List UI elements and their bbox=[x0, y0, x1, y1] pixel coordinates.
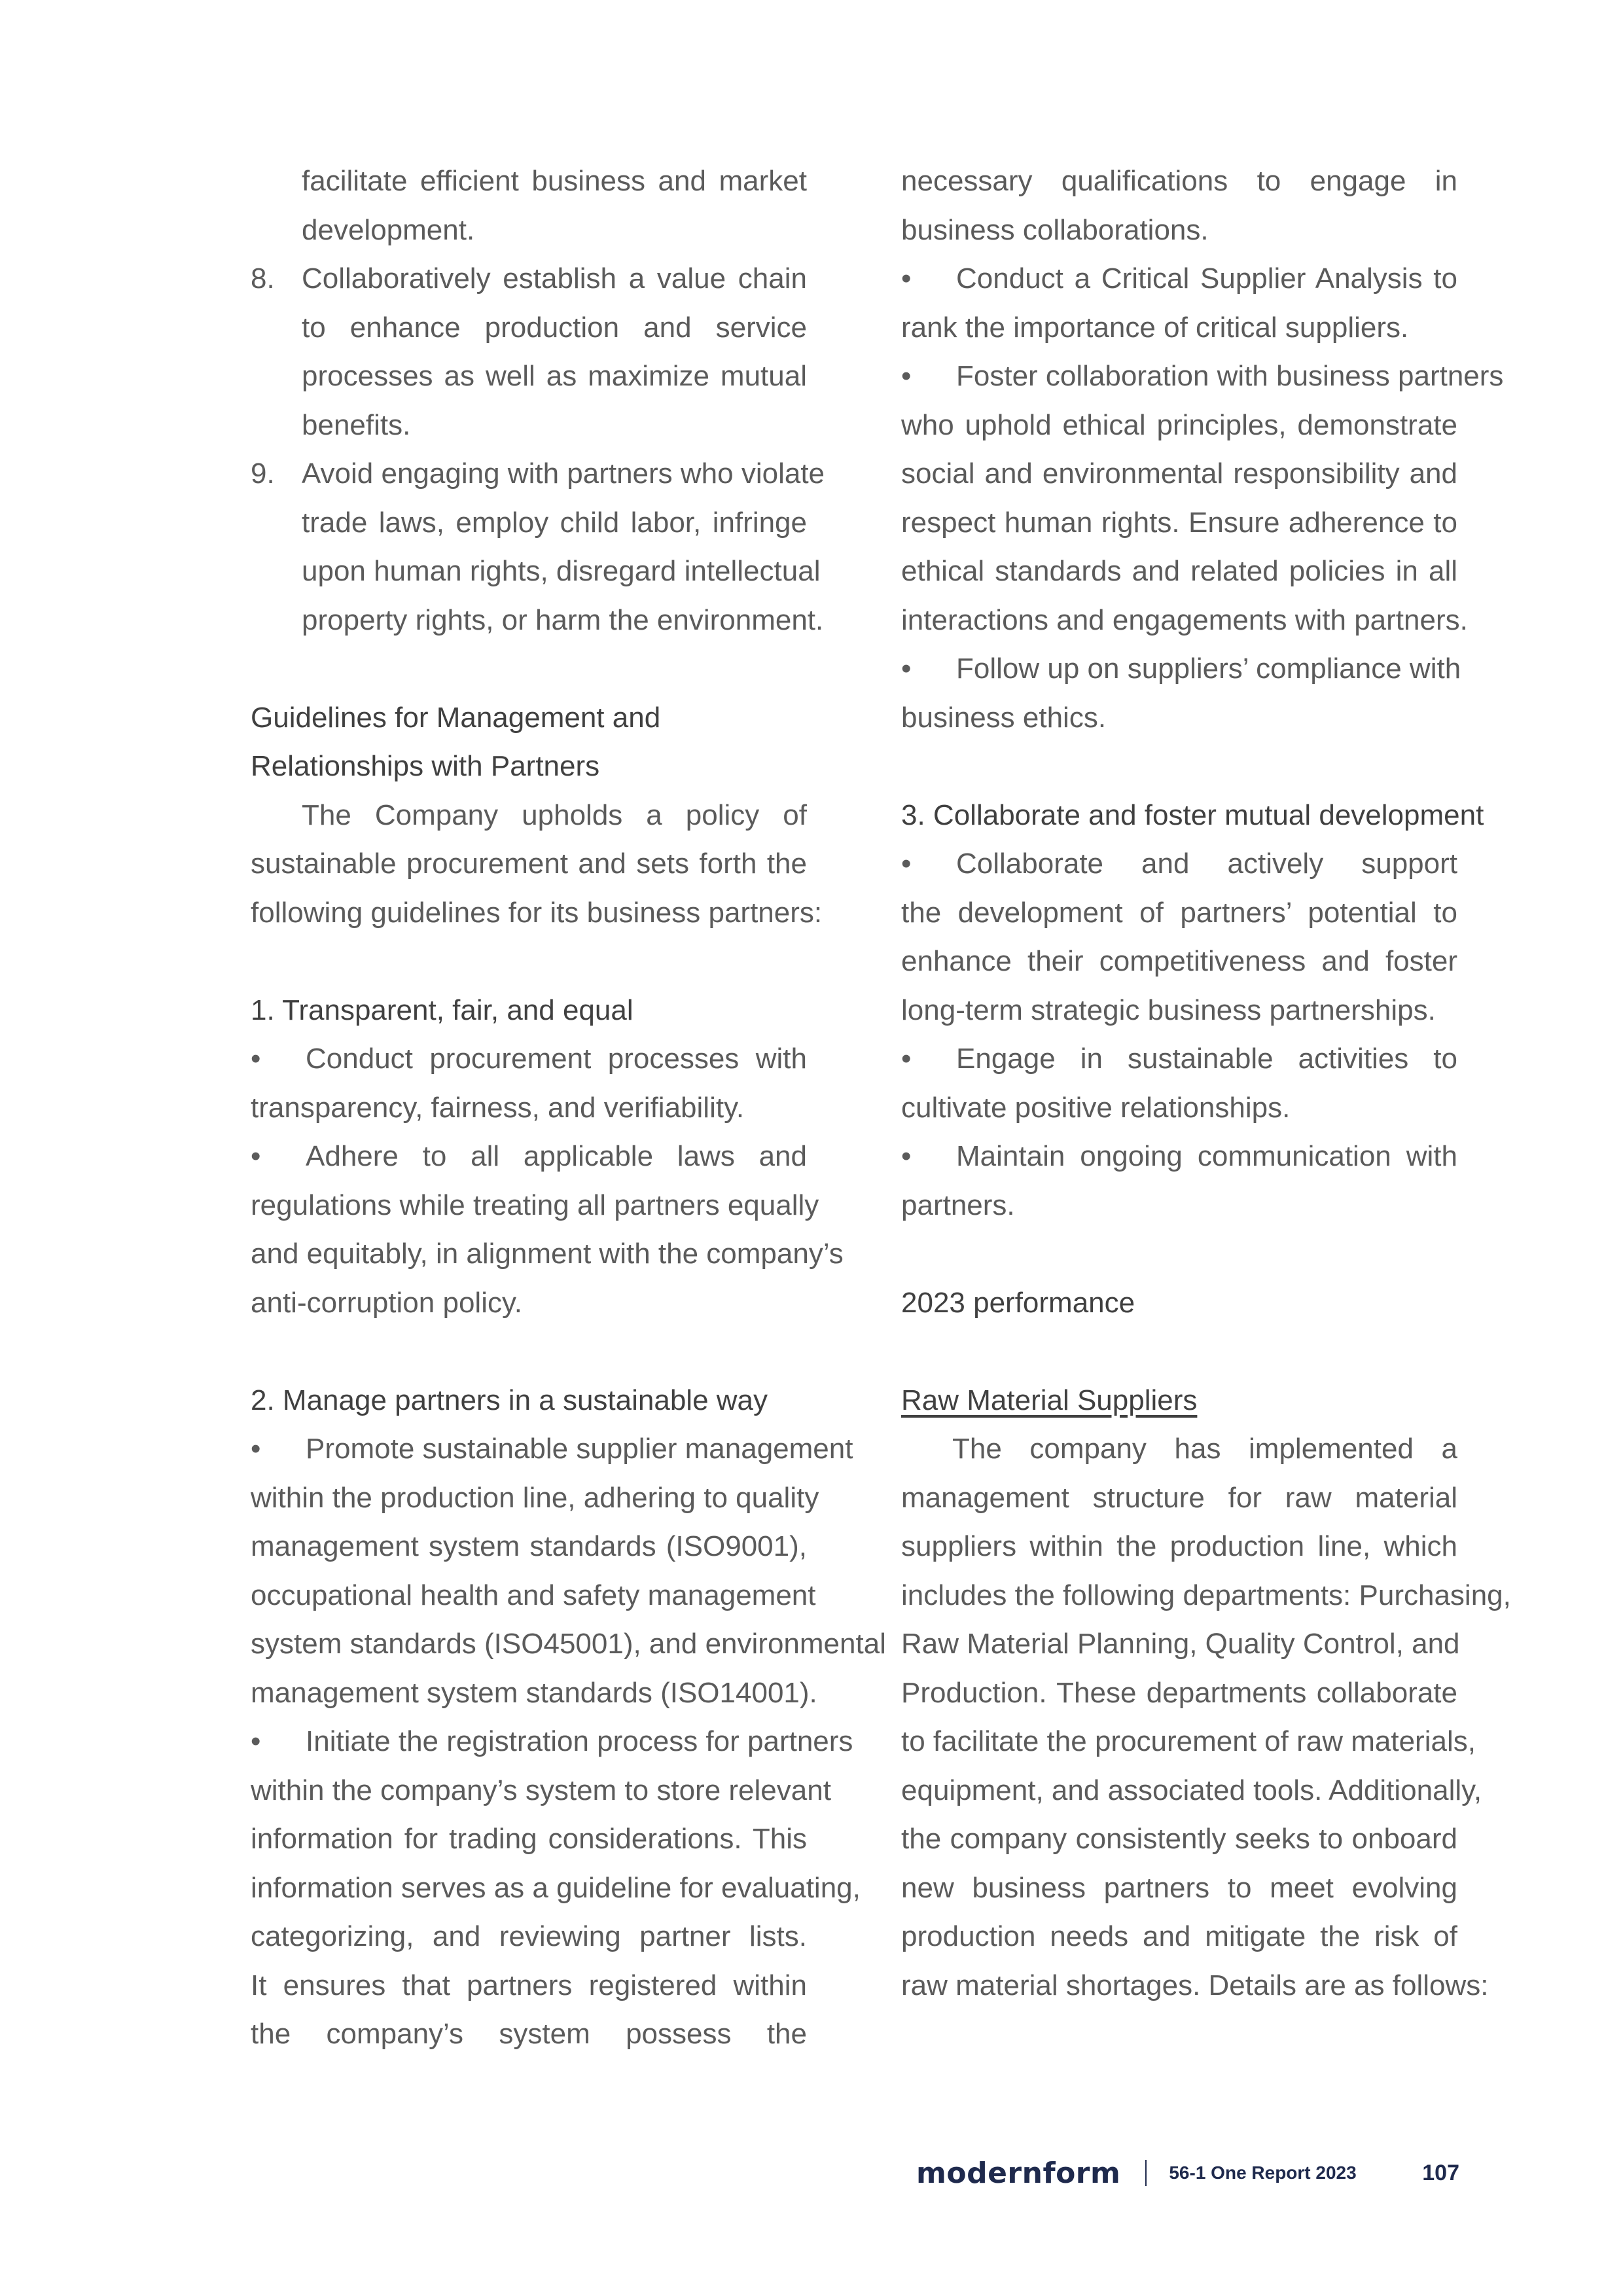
item-number: 8. bbox=[251, 262, 275, 295]
bullet-line: • Conduct a Critical Supplier Analysis to bbox=[901, 255, 1457, 304]
performance-heading: 2023 performance bbox=[901, 1286, 1135, 1319]
item7-line: development. bbox=[302, 213, 475, 246]
bullet-line: transparency, fairness, and verifiability. bbox=[251, 1091, 745, 1124]
bullet-line: respect human rights. Ensure adherence to bbox=[901, 506, 1457, 539]
bullet-line: It ensures that partners registered within bbox=[251, 1969, 807, 2001]
raw-material-line: includes the following departments: Purchasing, bbox=[901, 1579, 1511, 1611]
bullet-icon: • bbox=[251, 1140, 261, 1172]
bullet-icon: • bbox=[251, 1433, 261, 1465]
bullet-line: categorizing, and reviewing partner lists. bbox=[251, 1920, 807, 1952]
raw-material-line: The company has implemented a bbox=[952, 1433, 1457, 1465]
bullet-line: • Initiate the registration process for partners bbox=[251, 1717, 807, 1767]
item8-line: benefits. bbox=[302, 408, 411, 441]
bullet-line: • Conduct procurement processes with bbox=[251, 1035, 807, 1084]
bullet-line: system standards (ISO45001), and environmental bbox=[251, 1628, 886, 1660]
section1-heading: 1. Transparent, fair, and equal bbox=[251, 994, 633, 1026]
guidelines-heading: Relationships with Partners bbox=[251, 750, 600, 782]
raw-material-line: production needs and mitigate the risk of bbox=[901, 1920, 1457, 1952]
raw-material-line: new business partners to meet evolving bbox=[901, 1871, 1457, 1904]
bullet-line: management system standards (ISO9001), bbox=[251, 1530, 807, 1562]
bullet-line: enhance their competitiveness and foster bbox=[901, 945, 1457, 977]
section2-heading: 2. Manage partners in a sustainable way bbox=[251, 1384, 768, 1416]
bullet-icon: • bbox=[901, 360, 912, 392]
raw-material-line: Production. These departments collaborate bbox=[901, 1676, 1457, 1709]
raw-material-line: suppliers within the production line, which bbox=[901, 1530, 1457, 1562]
bullet-icon: • bbox=[901, 848, 912, 880]
bullet-line: ethical standards and related policies in all bbox=[901, 555, 1457, 587]
bullet-icon: • bbox=[901, 653, 912, 685]
spacer bbox=[251, 937, 807, 986]
item9-line: 9. Avoid engaging with partners who violate bbox=[251, 450, 807, 499]
spacer bbox=[901, 1230, 1457, 1279]
section3-heading: 3. Collaborate and foster mutual development bbox=[901, 798, 1484, 831]
bullet-icon: • bbox=[901, 262, 912, 295]
bullet-line: • Foster collaboration with business partners bbox=[901, 352, 1457, 401]
bullet-line: • Collaborate and actively support bbox=[901, 840, 1457, 889]
bullet-line: cultivate positive relationships. bbox=[901, 1091, 1291, 1124]
item9-line: upon human rights, disregard intellectual bbox=[302, 555, 821, 587]
bullet-line: regulations while treating all partners equally bbox=[251, 1189, 819, 1221]
bullet-icon: • bbox=[251, 1725, 261, 1757]
raw-material-line: equipment, and associated tools. Additionally, bbox=[901, 1774, 1482, 1806]
raw-material-line: the company consistently seeks to onboard bbox=[901, 1823, 1457, 1855]
bullet-line: and equitably, in alignment with the company’s bbox=[251, 1238, 844, 1270]
bullet-line: • Adhere to all applicable laws and bbox=[251, 1132, 807, 1181]
bullet-line: anti-corruption policy. bbox=[251, 1286, 522, 1319]
bullet-line: information for trading considerations. This bbox=[251, 1823, 807, 1855]
guidelines-intro-line: following guidelines for its business partners: bbox=[251, 896, 823, 929]
bullet-line: rank the importance of critical suppliers. bbox=[901, 311, 1409, 344]
item7-line: facilitate efficient business and market bbox=[302, 165, 807, 197]
bullet-line: business collaborations. bbox=[901, 213, 1209, 246]
page-footer bbox=[916, 2153, 1459, 2193]
bullet-line: information serves as a guideline for evaluating, bbox=[251, 1871, 861, 1904]
guidelines-intro-line: sustainable procurement and sets forth the bbox=[251, 848, 807, 880]
bullet-line: interactions and engagements with partners. bbox=[901, 603, 1468, 636]
item-number: 9. bbox=[251, 457, 275, 490]
bullet-line: the development of partners’ potential to bbox=[901, 896, 1457, 929]
item9-line: trade laws, employ child labor, infringe bbox=[302, 506, 807, 539]
raw-material-heading: Raw Material Suppliers bbox=[901, 1384, 1198, 1416]
guidelines-heading: Guidelines for Management and bbox=[251, 701, 661, 734]
raw-material-line: Raw Material Planning, Quality Control, and bbox=[901, 1628, 1460, 1660]
bullet-line: • Follow up on suppliers’ compliance with bbox=[901, 645, 1457, 694]
brand-logo: modernform bbox=[916, 2156, 1121, 2190]
bullet-line: the company’s system possess the bbox=[251, 2018, 807, 2050]
bullet-line: social and environmental responsibility and bbox=[901, 457, 1457, 490]
guidelines-intro-line: The Company upholds a policy of bbox=[302, 798, 807, 831]
item8-line: to enhance production and service bbox=[302, 311, 807, 344]
bullet-line: long-term strategic business partnerships. bbox=[901, 994, 1436, 1026]
item8-line: processes as well as maximize mutual bbox=[302, 360, 807, 392]
bullet-icon: • bbox=[901, 1140, 912, 1172]
raw-material-line: raw material shortages. Details are as follows: bbox=[901, 1969, 1489, 2001]
bullet-line: occupational health and safety management bbox=[251, 1579, 816, 1611]
footer-divider bbox=[1145, 2160, 1147, 2186]
bullet-line: necessary qualifications to engage in bbox=[901, 165, 1457, 197]
spacer bbox=[251, 1327, 807, 1376]
item9-line: property rights, or harm the environment. bbox=[302, 603, 824, 636]
bullet-line: who uphold ethical principles, demonstrate bbox=[901, 408, 1457, 441]
right-column bbox=[901, 157, 1511, 2010]
left-column bbox=[251, 157, 886, 2059]
bullet-line: within the company’s system to store relevant bbox=[251, 1774, 831, 1806]
bullet-line: • Promote sustainable supplier management bbox=[251, 1425, 807, 1474]
bullet-line: management system standards (ISO14001). bbox=[251, 1676, 817, 1709]
bullet-icon: • bbox=[251, 1043, 261, 1075]
bullet-icon: • bbox=[901, 1043, 912, 1075]
raw-material-line: management structure for raw material bbox=[901, 1481, 1457, 1514]
spacer bbox=[251, 645, 807, 694]
bullet-line: • Maintain ongoing communication with bbox=[901, 1132, 1457, 1181]
bullet-line: within the production line, adhering to quality bbox=[251, 1481, 819, 1514]
bullet-line: partners. bbox=[901, 1189, 1015, 1221]
page-number: 107 bbox=[1422, 2160, 1459, 2185]
spacer bbox=[901, 1327, 1457, 1376]
raw-material-line: to facilitate the procurement of raw materials, bbox=[901, 1725, 1476, 1757]
bullet-line: business ethics. bbox=[901, 701, 1107, 734]
report-title: 56-1 One Report 2023 bbox=[1169, 2162, 1357, 2183]
spacer bbox=[901, 742, 1457, 791]
item8-line: 8. Collaboratively establish a value chain bbox=[251, 255, 807, 304]
bullet-line: • Engage in sustainable activities to bbox=[901, 1035, 1457, 1084]
